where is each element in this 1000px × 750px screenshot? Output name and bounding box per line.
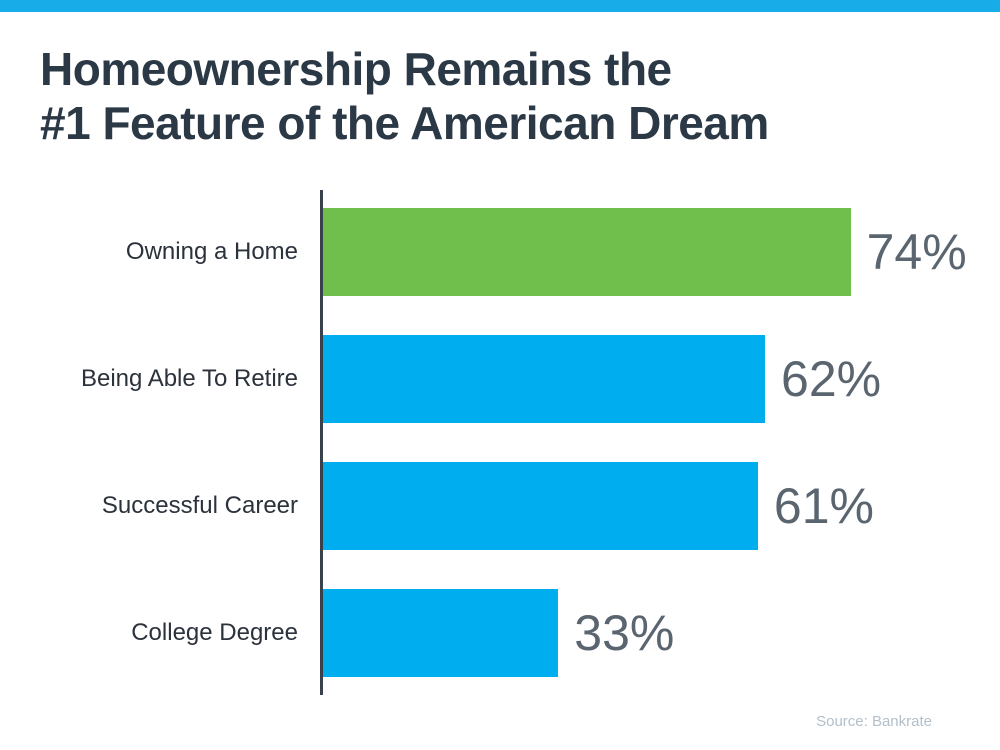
value-label: 61% <box>773 478 874 534</box>
bar-track <box>323 208 1000 296</box>
category-label: Being Able To Retire <box>80 365 298 392</box>
source-attribution: Source: Bankrate <box>816 713 932 730</box>
bar-track <box>323 335 1000 423</box>
bar-row-successful-career <box>0 462 1000 550</box>
bar-row-owning-a-home <box>0 208 1000 296</box>
value-label: 62% <box>781 351 882 407</box>
bar-row-being-able-to-retire <box>0 335 1000 423</box>
chart-title <box>40 42 769 150</box>
category-label: Successful Career <box>101 492 298 519</box>
category-label: College Degree <box>131 619 298 646</box>
value-label: 74% <box>866 224 967 280</box>
chart-title-line2: #1 Feature of the American Dream <box>40 97 769 149</box>
bar-successful-career <box>323 462 758 550</box>
category-label: Owning a Home <box>125 238 298 265</box>
bar-row-college-degree <box>0 589 1000 677</box>
chart-title-line1: Homeownership Remains the <box>40 43 672 95</box>
value-label: 33% <box>574 605 675 661</box>
bar-college-degree <box>323 589 558 677</box>
top-accent-strip <box>0 0 1000 12</box>
bar-track <box>323 462 1000 550</box>
bar-owning-a-home <box>323 208 851 296</box>
bar-being-able-to-retire <box>323 335 765 423</box>
bar-track <box>323 589 1000 677</box>
